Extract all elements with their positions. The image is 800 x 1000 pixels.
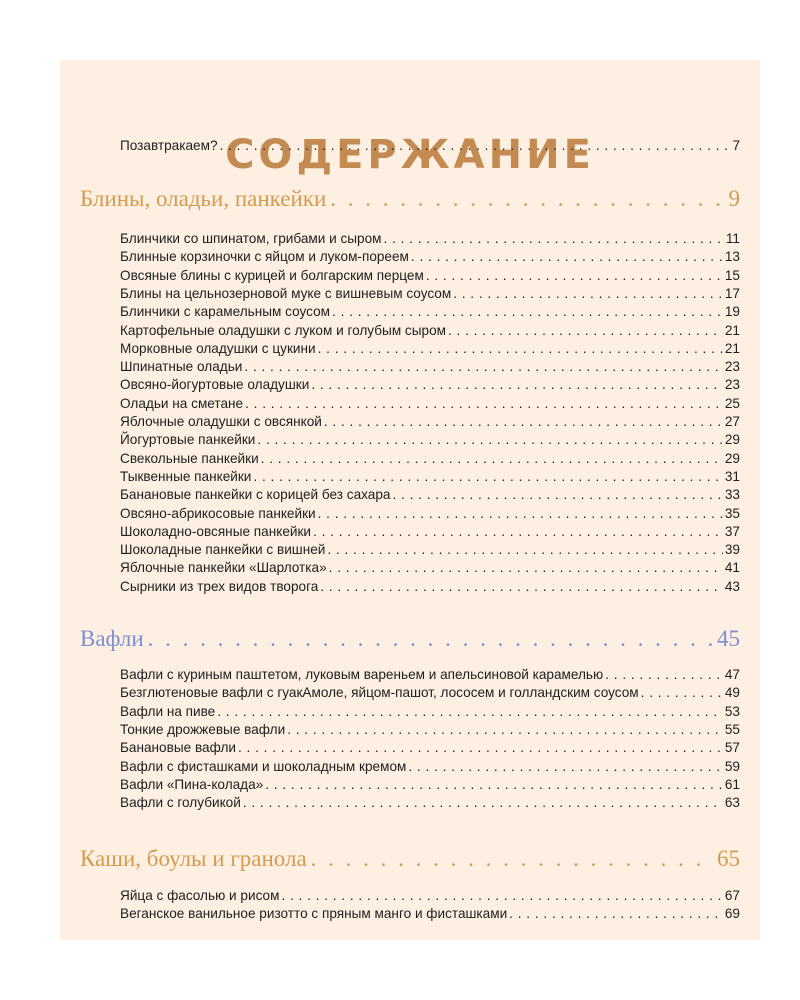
toc-entry[interactable]: [120, 268, 740, 286]
leader-dots: [217, 704, 723, 718]
toc-entry-page: 69: [724, 906, 740, 922]
toc-entry-label: Сырники из трех видов творога: [120, 578, 319, 594]
toc-entry-page: 55: [724, 721, 740, 737]
toc-entry-page: 23: [724, 359, 740, 375]
toc-entry-page: 25: [724, 395, 740, 411]
toc-entry[interactable]: [120, 506, 740, 524]
leader-dots: [318, 341, 723, 355]
leader-dots: [392, 487, 722, 501]
toc-entry-page: 47: [724, 667, 740, 682]
toc-entry-page: 31: [724, 468, 740, 484]
toc-entry-label: Яблочные оладушки с овсянкой: [120, 414, 322, 429]
toc-entry-page: 37: [724, 523, 740, 539]
toc-entry-page: 59: [724, 758, 740, 774]
toc-entry-label: Яблочные панкейки «Шарлотка»: [120, 560, 327, 576]
toc-entry-page: 27: [724, 414, 740, 429]
toc-entry[interactable]: [120, 579, 740, 597]
toc-entry-page: 7: [732, 138, 740, 153]
toc-entry-label: Веганское ванильное ризотто с пряным манго и фисташками: [120, 906, 508, 922]
leader-dots: [220, 138, 731, 152]
section-heading[interactable]: [80, 626, 740, 652]
toc-entry-label: Тыквенные панкейки: [120, 468, 252, 484]
toc-entry-page: 23: [724, 377, 740, 393]
leader-dots: [411, 249, 723, 263]
toc-entry[interactable]: [120, 451, 740, 469]
toc-entry-label: Блинчики со шпинатом, грибами и сыром: [120, 231, 382, 246]
toc-entry[interactable]: [120, 560, 740, 578]
leader-dots: [244, 359, 722, 373]
toc-entry-page: 39: [724, 542, 740, 558]
toc-entry-page: 63: [724, 795, 740, 811]
toc-entry-page: 21: [724, 322, 740, 338]
toc-entry-label: Вафли с голубикой: [120, 795, 241, 811]
leader-dots: [265, 777, 723, 791]
toc-entry[interactable]: [120, 795, 740, 813]
toc-entry[interactable]: [120, 396, 740, 414]
leader-dots: [261, 451, 723, 465]
leader-dots: [311, 846, 713, 871]
toc-entry[interactable]: [120, 341, 740, 359]
leader-dots: [384, 231, 724, 245]
toc-entry-page: 15: [724, 267, 740, 283]
leader-dots: [448, 323, 723, 337]
section-title: Блины, оладьи, панкейки: [80, 186, 327, 211]
toc-entry[interactable]: [120, 524, 740, 542]
toc-entry-page: 13: [724, 249, 740, 265]
toc-entry[interactable]: [120, 759, 740, 777]
section-heading[interactable]: [80, 186, 740, 212]
leader-dots: [426, 268, 723, 282]
toc-entry-label: Позавтракаем?: [120, 138, 218, 153]
leader-dots: [243, 795, 723, 809]
toc-entry-label: Овсяно-абрикосовые панкейки: [120, 505, 316, 521]
leader-dots: [313, 524, 723, 538]
toc-entry-label: Вафли с куриным паштетом, луковым вареньем и апельсиновой карамелью: [120, 667, 604, 682]
toc-entry[interactable]: [120, 777, 740, 795]
toc-entry[interactable]: [120, 542, 740, 560]
leader-dots: [320, 579, 723, 593]
section-title: Вафли: [80, 626, 144, 651]
toc-entry-label: Свекольные панкейки: [120, 450, 259, 466]
toc-entry-label: Картофельные оладушки с луком и голубым сыром: [120, 322, 446, 338]
toc-entry[interactable]: [120, 249, 740, 267]
toc-entry[interactable]: [120, 432, 740, 450]
toc-entry-label: Блины на цельнозерновой муке с вишневым соусом: [120, 285, 452, 301]
leader-dots: [318, 506, 723, 520]
toc-entry[interactable]: [120, 487, 740, 505]
toc-entry-label: Банановые вафли: [120, 740, 236, 756]
toc-entry-page: 57: [724, 740, 740, 756]
leader-dots: [324, 414, 723, 428]
section-page: 9: [728, 186, 740, 211]
leader-dots: [148, 626, 713, 651]
leader-dots: [245, 396, 723, 410]
toc-entry[interactable]: [120, 286, 740, 304]
leader-dots: [257, 432, 722, 446]
leader-dots: [332, 304, 723, 318]
leader-dots: [605, 667, 723, 681]
section-heading[interactable]: [80, 846, 740, 872]
leader-dots: [408, 759, 723, 773]
leader-dots: [453, 286, 723, 300]
toc-entry-label: Оладьи на сметане: [120, 395, 244, 411]
toc-entry[interactable]: [120, 740, 740, 758]
toc-entry-label: Банановые панкейки с корицей без сахара: [120, 487, 391, 503]
toc-entry-label: Овсяные блины с курицей и болгарским перцем: [120, 267, 424, 283]
toc-entry-page: 11: [725, 231, 740, 246]
leader-dots: [641, 685, 723, 699]
toc-entry[interactable]: [120, 722, 740, 740]
toc-entry-page: 21: [724, 340, 740, 356]
toc-entry[interactable]: [120, 888, 740, 906]
toc-entry-label: Шпинатные оладьи: [120, 359, 243, 375]
toc-entry-page: 33: [724, 487, 740, 503]
toc-entry[interactable]: [120, 469, 740, 487]
toc-entry-label: Блинчики с карамельным соусом: [120, 304, 331, 320]
leader-dots: [281, 888, 722, 902]
toc-entry-page: 53: [724, 703, 740, 719]
toc-entry[interactable]: [120, 359, 740, 377]
toc-entry-page: 17: [724, 285, 740, 301]
page-title: СОДЕРЖАНИЕ: [225, 132, 595, 178]
toc-entry-label: Безглютеновые вафли с гуакАмоле, яйцом-пашот, лососем и голландским соусом: [120, 685, 639, 701]
leader-dots: [329, 560, 723, 574]
leader-dots: [327, 542, 723, 556]
toc-entry-page: 19: [724, 304, 740, 320]
leader-dots: [238, 740, 723, 754]
toc-entry-page: 35: [724, 505, 740, 521]
toc-entry-label: Морковные оладушки с цукини: [120, 340, 316, 356]
toc-entry-page: 67: [724, 888, 740, 903]
toc-entry-label: Овсяно-йогуртовые оладушки: [120, 377, 310, 393]
toc-entry-label: Йогуртовые панкейки: [120, 432, 256, 448]
leader-dots: [330, 186, 724, 211]
toc-entry-label: Яйца с фасолью и рисом: [120, 888, 280, 903]
section-page: 65: [717, 846, 740, 871]
toc-entry-label: Тонкие дрожжевые вафли: [120, 721, 286, 737]
leader-dots: [287, 722, 723, 736]
toc-entry[interactable]: [120, 377, 740, 395]
toc-entry-page: 49: [724, 685, 740, 701]
toc-entry-page: 43: [724, 578, 740, 594]
toc-entry-page: 41: [724, 560, 740, 576]
toc-entry[interactable]: [120, 704, 740, 722]
toc-entry[interactable]: [120, 685, 740, 703]
toc-entry-label: Вафли с фисташками и шоколадным кремом: [120, 758, 407, 774]
toc-entry-page: 29: [724, 450, 740, 466]
leader-dots: [509, 906, 723, 920]
leader-dots: [253, 469, 722, 483]
toc-entry[interactable]: [120, 304, 740, 322]
toc-entry[interactable]: [120, 414, 740, 432]
toc-entry-label: Шоколадно-овсяные панкейки: [120, 523, 312, 539]
section-page: 45: [717, 626, 740, 651]
toc-entry[interactable]: [120, 667, 740, 685]
toc-entry-label: Шоколадные панкейки с вишней: [120, 542, 326, 558]
toc-entry-page: 29: [724, 432, 740, 448]
toc-entry-intro[interactable]: [120, 138, 740, 156]
toc-entry-page: 61: [724, 776, 740, 792]
toc-entry-label: Блинные корзиночки с яйцом и луком-пореем: [120, 249, 409, 265]
toc-entry-label: Вафли «Пина-колада»: [120, 776, 264, 792]
section-title: Каши, боулы и гранола: [80, 846, 307, 871]
toc-entry[interactable]: [120, 906, 740, 924]
toc-entry-label: Вафли на пиве: [120, 703, 216, 719]
toc-entry[interactable]: [120, 231, 740, 249]
leader-dots: [311, 377, 723, 391]
toc-entry[interactable]: [120, 323, 740, 341]
